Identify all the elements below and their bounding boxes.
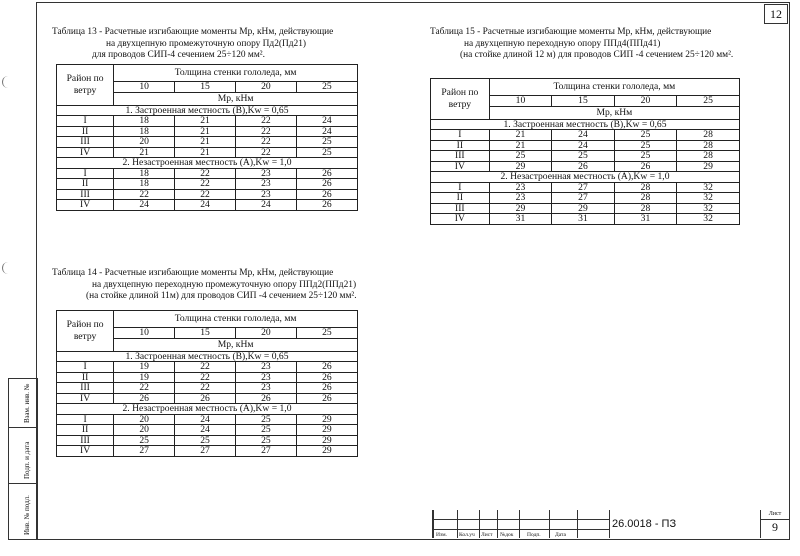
moment-cell: 24 [296,126,357,137]
moment-cell: 26 [296,383,357,394]
table-13 [56,64,358,211]
region-header: Район по ветру [57,311,114,352]
moment-cell: 29 [296,414,357,425]
moment-cell: 18 [114,116,175,127]
moment-cell: 25 [114,435,175,446]
region-cell: II [57,179,114,190]
stamp-label: Подп. [527,532,541,538]
header-row [57,311,358,328]
region-cell: II [57,126,114,137]
grid-line [549,510,550,538]
moment-cell: 22 [175,383,236,394]
moment-cell: 24 [296,116,357,127]
moment-cell: 29 [677,161,740,172]
moment-cell: 24 [175,200,236,211]
table-row [57,446,358,457]
section-title: 1. Застроенная местность (В),Kw = 0,65 [431,119,740,130]
moment-cell: 22 [235,147,296,158]
stamp-label: Дата [555,532,566,538]
region-cell: III [57,435,114,446]
moment-cell: 23 [235,372,296,383]
grid-line [433,519,609,520]
region-cell: I [431,182,490,193]
moment-cell: 25 [552,151,615,162]
table-row [57,393,358,404]
moment-cell: 23 [235,168,296,179]
moment-cell: 22 [235,126,296,137]
grid-line [433,510,434,538]
caption-line: на двухцепную переходную опору ППд4(ППд41) [464,38,661,49]
moment-cell: 18 [114,179,175,190]
region-cell: I [57,168,114,179]
moment-cell: 22 [114,189,175,200]
moment-cell: 25 [235,435,296,446]
moment-cell: 26 [296,189,357,200]
moment-cell: 24 [552,130,615,141]
table-row [57,383,358,394]
moment-cell: 25 [614,140,677,151]
moment-cell: 28 [614,193,677,204]
region-cell: III [57,137,114,148]
moment-cell: 21 [489,140,552,151]
table-row [431,203,740,214]
moment-cell: 26 [552,161,615,172]
moment-cell: 27 [552,182,615,193]
moment-cell: 26 [296,179,357,190]
table-row [431,130,740,141]
moment-cell: 31 [552,214,615,225]
side-label: Подп. и дата [23,441,31,479]
section-row [431,119,740,130]
stamp-label: №док [500,532,514,538]
moment-cell: 24 [175,414,236,425]
section-title: 1. Застроенная местность (В),Kw = 0,65 [57,105,358,116]
table-row [431,182,740,193]
stamp-label: Изм. [436,532,447,538]
section-row [57,404,358,415]
moment-cell: 21 [114,147,175,158]
moment-cell: 25 [489,151,552,162]
side-stamp [8,378,38,540]
region-cell: IV [57,446,114,457]
moment-header: Мр, кНм [114,92,358,105]
moment-cell: 26 [614,161,677,172]
table-row [57,372,358,383]
thickness-value: 20 [235,328,296,339]
moment-cell: 25 [175,435,236,446]
title-block [432,510,788,538]
moment-cell: 31 [614,214,677,225]
region-cell: I [57,362,114,373]
moment-cell: 22 [175,168,236,179]
moment-cell: 25 [235,414,296,425]
table-14 [56,310,358,457]
moment-cell: 26 [296,200,357,211]
moment-cell: 25 [614,130,677,141]
moment-cell: 25 [296,137,357,148]
table-row [57,189,358,200]
section-title: 2. Незастроенная местность (А),Kw = 1,0 [57,158,358,169]
moment-cell: 25 [614,151,677,162]
thickness-header: Толщина стенки гололеда, мм [114,311,358,328]
moment-cell: 26 [235,393,296,404]
moment-cell: 21 [489,130,552,141]
table-row [57,116,358,127]
moment-cell: 20 [114,137,175,148]
table-row [57,126,358,137]
region-cell: IV [57,393,114,404]
moment-cell: 29 [489,203,552,214]
thickness-header: Толщина стенки гололеда, мм [489,79,739,96]
moment-cell: 26 [296,168,357,179]
moment-cell: 22 [175,179,236,190]
thickness-value: 10 [489,96,552,107]
grid-line [609,510,610,538]
table-row [57,137,358,148]
moment-cell: 18 [114,126,175,137]
table-row [431,214,740,225]
moment-cell: 24 [552,140,615,151]
moment-cell: 22 [114,383,175,394]
table-row [57,179,358,190]
section-title: 2. Незастроенная местность (А),Kw = 1,0 [431,172,740,183]
thickness-value: 10 [114,328,175,339]
moment-cell: 22 [235,137,296,148]
section-row [57,158,358,169]
caption-line: (на стойке длиной 12 м) для проводов СИП -4 сечением 25÷120 мм². [460,50,734,60]
moment-cell: 24 [114,200,175,211]
table-15-caption [430,27,733,62]
moment-cell: 20 [114,425,175,436]
sheet-cell [760,510,789,538]
section-row [57,351,358,362]
moment-cell: 27 [114,446,175,457]
caption-line: для проводов СИП-4 сечением 25÷120 мм². [92,50,265,60]
moment-cell: 23 [489,193,552,204]
grid-line [479,510,480,538]
moment-cell: 21 [175,126,236,137]
moment-cell: 23 [235,362,296,373]
moment-cell: 22 [175,189,236,200]
moment-cell: 23 [235,179,296,190]
stamp-label: Лист [481,532,493,538]
thickness-value: 15 [175,82,236,93]
region-header: Район по ветру [57,65,114,106]
moment-cell: 21 [175,137,236,148]
moment-cell: 32 [677,214,740,225]
side-divider [9,427,37,428]
header-row [57,65,358,82]
region-cell: IV [57,200,114,211]
moment-cell: 31 [489,214,552,225]
moment-cell: 22 [235,116,296,127]
moment-cell: 23 [235,383,296,394]
moment-cell: 27 [175,446,236,457]
document-code: 26.0018 - ПЗ [612,518,677,530]
moment-cell: 24 [235,200,296,211]
moment-cell: 32 [677,203,740,214]
caption-line: (на стойке длиной 11м) для проводов СИП -4 сечением 25÷120 мм². [86,291,357,301]
table-row [57,200,358,211]
sheet-label: Лист [761,510,789,520]
section-title: 2. Незастроенная местность (А),Kw = 1,0 [57,404,358,415]
moment-header: Мр, кНм [114,338,358,351]
thickness-value: 20 [235,82,296,93]
region-cell: IV [431,161,490,172]
table-row [57,362,358,373]
moment-cell: 29 [296,435,357,446]
region-cell: III [57,189,114,200]
table-14-caption [52,268,357,303]
sheet-number: 9 [772,520,778,534]
table-row [431,161,740,172]
section-row [57,105,358,116]
table-row [57,425,358,436]
grid-line [457,510,458,538]
thickness-value: 10 [114,82,175,93]
region-cell: I [431,130,490,141]
region-cell: III [431,203,490,214]
moment-header: Мр, кНм [489,106,739,119]
thickness-value: 25 [296,82,357,93]
grid-line [497,510,498,538]
moment-cell: 20 [114,414,175,425]
title-block-grid [432,510,609,538]
region-cell: I [57,116,114,127]
grid-line [577,510,578,538]
section-row [431,172,740,183]
moment-cell: 28 [677,130,740,141]
caption-line: на двухцепную промежуточную опору Пд2(Пд21) [106,38,307,49]
moment-cell: 22 [175,372,236,383]
thickness-value: 20 [614,96,677,107]
table-row [431,193,740,204]
moment-cell: 21 [175,116,236,127]
moment-cell: 32 [677,182,740,193]
moment-cell: 28 [677,140,740,151]
moment-cell: 29 [489,161,552,172]
moment-cell: 23 [489,182,552,193]
moment-cell: 19 [114,372,175,383]
moment-cell: 28 [677,151,740,162]
moment-cell: 23 [235,189,296,200]
table-row [57,414,358,425]
moment-cell: 32 [677,193,740,204]
table-row [431,151,740,162]
moment-cell: 18 [114,168,175,179]
side-label: Инв. № подл. [23,495,31,535]
grid-line [433,529,609,530]
region-cell: IV [57,147,114,158]
region-cell: II [431,140,490,151]
thickness-value: 25 [296,328,357,339]
table-15 [430,78,740,225]
table-row [57,168,358,179]
region-cell: I [57,414,114,425]
region-header: Район по ветру [431,79,490,120]
thickness-value: 25 [677,96,740,107]
moment-cell: 26 [296,372,357,383]
moment-cell: 29 [296,446,357,457]
table-row [57,147,358,158]
moment-cell: 25 [296,147,357,158]
section-title: 1. Застроенная местность (В),Kw = 0,65 [57,351,358,362]
moment-cell: 25 [235,425,296,436]
region-cell: II [57,372,114,383]
moment-cell: 26 [296,393,357,404]
moment-cell: 27 [235,446,296,457]
moment-cell: 29 [296,425,357,436]
region-cell: II [57,425,114,436]
side-label: Взам. инв. № [23,383,31,423]
table-row [57,435,358,446]
stamp-label: Кол.уч [459,532,475,538]
region-cell: II [431,193,490,204]
region-cell: IV [431,214,490,225]
punch-hole-mark [2,262,9,274]
caption-line: Таблица 13 - Расчетные изгибающие моменты Мр, кНм, действующие [52,27,334,37]
caption-line: на двухцепную переходную промежуточную опору ППд2(ППд21) [92,279,357,290]
table-row [431,140,740,151]
thickness-value: 15 [552,96,615,107]
table-13-caption [52,27,333,62]
moment-cell: 28 [614,203,677,214]
caption-line: Таблица 15 - Расчетные изгибающие моменты Мр, кНм, действующие [430,27,712,37]
moment-cell: 26 [114,393,175,404]
moment-cell: 26 [296,362,357,373]
caption-line: Таблица 14 - Расчетные изгибающие моменты Мр, кНм, действующие [52,268,334,278]
thickness-value: 15 [175,328,236,339]
region-cell: III [431,151,490,162]
moment-cell: 28 [614,182,677,193]
side-divider [9,483,37,484]
page-number: 12 [764,4,788,24]
moment-cell: 29 [552,203,615,214]
moment-cell: 22 [175,362,236,373]
grid-line [519,510,520,538]
moment-cell: 27 [552,193,615,204]
moment-cell: 21 [175,147,236,158]
moment-cell: 24 [175,425,236,436]
region-cell: III [57,383,114,394]
header-row [431,79,740,96]
moment-cell: 19 [114,362,175,373]
moment-cell: 26 [175,393,236,404]
thickness-header: Толщина стенки гололеда, мм [114,65,358,82]
punch-hole-mark [2,76,9,88]
